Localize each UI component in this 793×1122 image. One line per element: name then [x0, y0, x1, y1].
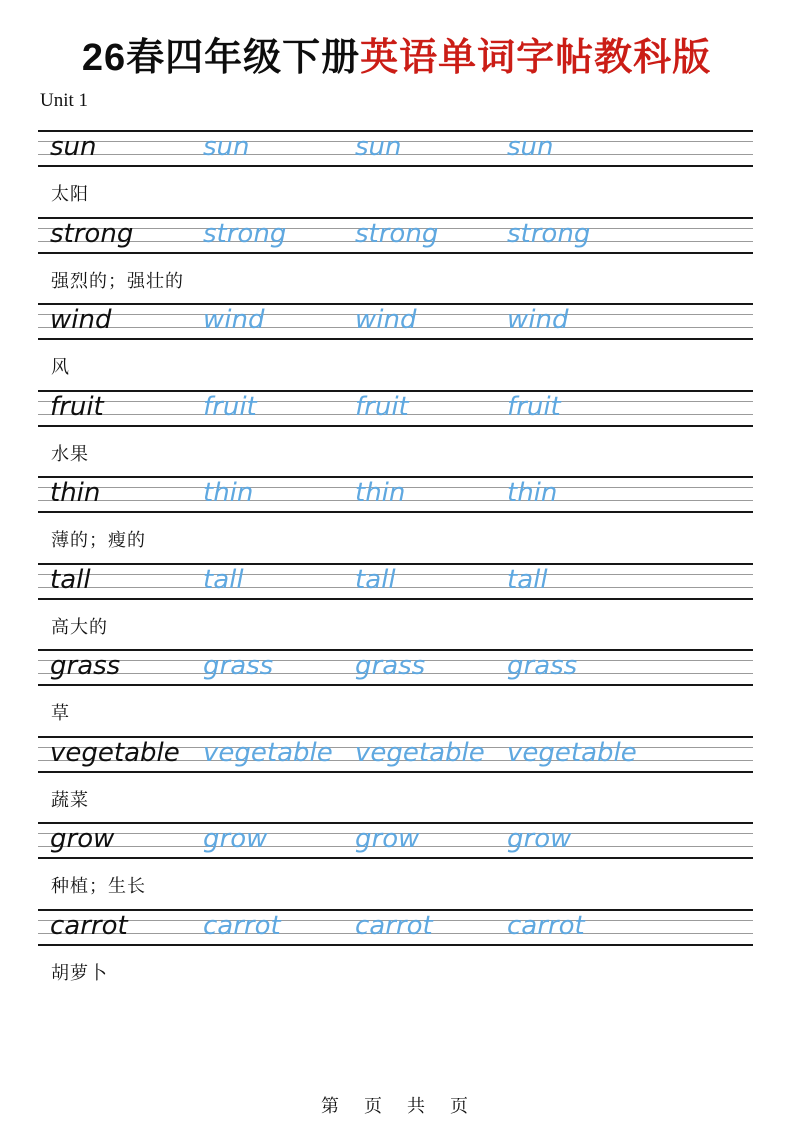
trace-word-1: carrot — [203, 910, 281, 941]
trace-word-3: thin — [507, 478, 558, 508]
word-meaning: 胡萝卜 — [51, 962, 108, 984]
trace-word-3: tall — [507, 564, 548, 595]
word-row — [38, 822, 753, 909]
practice-word: sun — [50, 132, 97, 162]
four-line-grid — [38, 909, 753, 946]
four-line-grid — [38, 303, 753, 340]
title-grade-part: 26春四年级下册 — [81, 37, 361, 79]
trace-word-3: wind — [507, 305, 569, 335]
practice-word: vegetable — [50, 737, 180, 768]
unit-label: Unit 1 — [40, 90, 89, 111]
page-footer: 第 页 共 页 — [320, 1096, 472, 1116]
trace-word-3: grow — [507, 824, 572, 854]
trace-word-2: tall — [355, 564, 396, 595]
word-row — [38, 303, 753, 390]
word-meaning: 风 — [51, 357, 70, 378]
trace-word-2: grass — [355, 651, 426, 681]
trace-word-1: wind — [203, 305, 265, 335]
four-line-grid — [38, 390, 753, 427]
four-line-grid — [38, 563, 753, 600]
practice-word: carrot — [50, 910, 128, 941]
trace-word-1: grow — [203, 824, 268, 854]
trace-word-2: fruit — [355, 391, 409, 422]
word-row — [38, 476, 753, 563]
trace-word-1: sun — [203, 132, 250, 162]
four-line-grid — [38, 736, 753, 773]
word-row — [38, 736, 753, 823]
practice-word: tall — [50, 564, 91, 595]
trace-word-2: vegetable — [355, 737, 485, 768]
trace-word-3: fruit — [507, 391, 561, 422]
trace-word-2: carrot — [355, 910, 433, 941]
trace-word-1: thin — [203, 478, 254, 508]
trace-word-3: sun — [507, 132, 554, 162]
practice-word: wind — [50, 305, 112, 335]
four-line-grid — [38, 130, 753, 167]
word-row — [38, 130, 753, 217]
word-meaning: 草 — [51, 703, 70, 724]
word-row — [38, 563, 753, 650]
practice-word: grow — [50, 824, 115, 854]
practice-word: strong — [50, 218, 134, 249]
word-meaning: 薄的；瘦的 — [51, 530, 146, 551]
word-row — [38, 217, 753, 304]
trace-word-1: grass — [203, 651, 274, 681]
trace-word-3: carrot — [507, 910, 585, 941]
word-meaning: 水果 — [51, 443, 89, 465]
trace-word-2: strong — [355, 218, 439, 249]
trace-word-1: tall — [203, 564, 244, 595]
title-subject-part: 英语单词字帖教科版 — [360, 37, 712, 79]
four-line-grid — [38, 217, 753, 254]
word-row — [38, 390, 753, 477]
practice-word: grass — [50, 651, 121, 681]
four-line-grid — [38, 822, 753, 859]
word-row — [38, 649, 753, 736]
word-meaning: 高大的 — [51, 616, 108, 638]
trace-word-1: strong — [203, 218, 287, 249]
trace-word-3: grass — [507, 651, 578, 681]
trace-word-3: strong — [507, 218, 591, 249]
trace-word-2: grow — [355, 824, 420, 854]
trace-word-3: vegetable — [507, 737, 637, 768]
practice-word: thin — [50, 478, 101, 508]
trace-word-1: fruit — [203, 391, 257, 422]
trace-word-2: thin — [355, 478, 406, 508]
word-row — [38, 909, 753, 996]
practice-rows — [38, 130, 753, 995]
four-line-grid — [38, 476, 753, 513]
word-meaning: 太阳 — [51, 184, 89, 205]
word-meaning: 强烈的；强壮的 — [51, 270, 184, 292]
practice-word: fruit — [50, 391, 104, 422]
trace-word-1: vegetable — [203, 737, 333, 768]
word-meaning: 蔬菜 — [51, 789, 89, 811]
trace-word-2: sun — [355, 132, 402, 162]
word-meaning: 种植；生长 — [51, 876, 146, 897]
four-line-grid — [38, 649, 753, 686]
trace-word-2: wind — [355, 305, 417, 335]
page-title — [0, 26, 793, 81]
